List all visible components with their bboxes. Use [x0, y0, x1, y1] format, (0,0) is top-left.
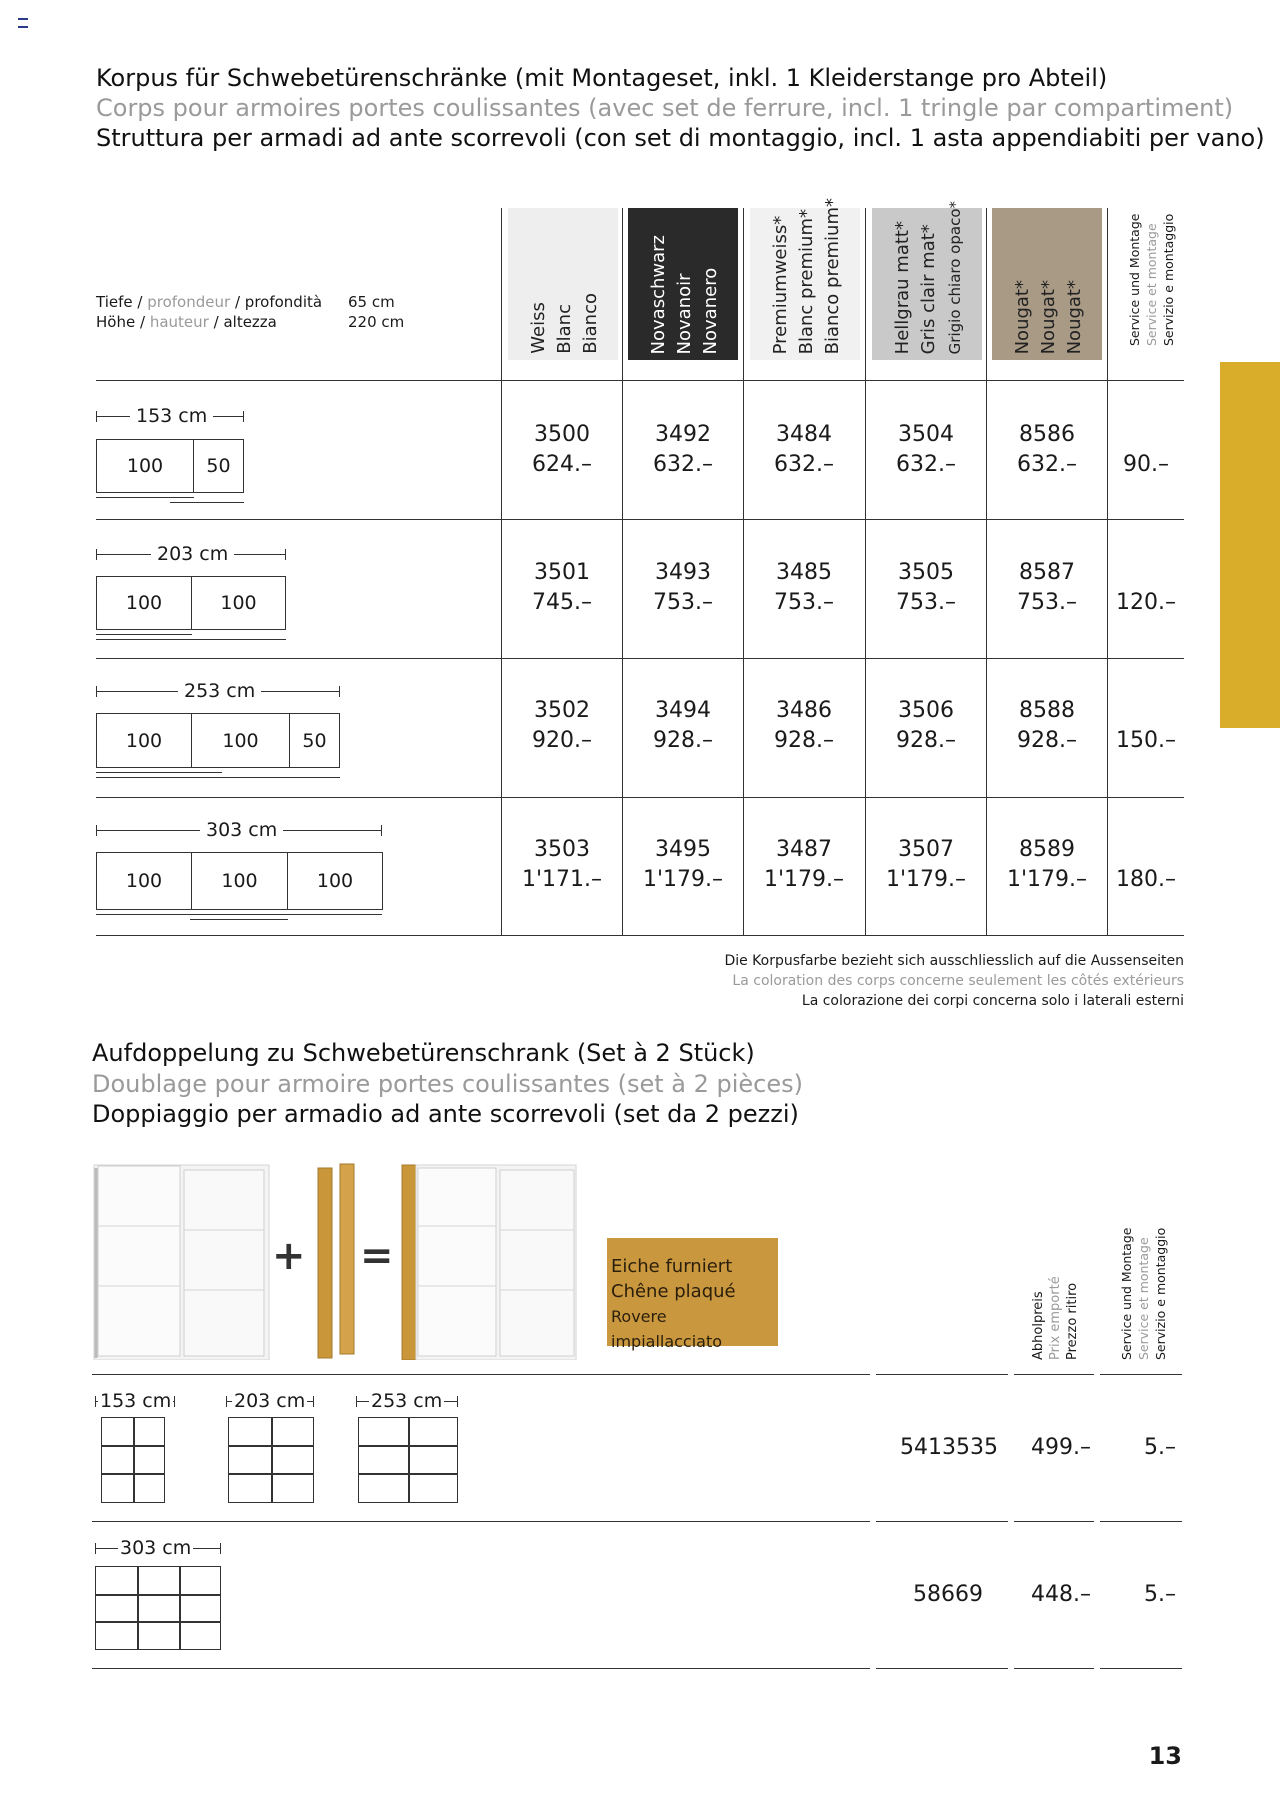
price-cell: 8587 753.– [1017, 560, 1077, 615]
table-divider [743, 208, 744, 936]
rail-line [170, 502, 244, 503]
rail-line [96, 634, 192, 635]
price-cell: 3504 632.– [896, 422, 956, 477]
compartment-box: 100 [96, 713, 192, 768]
width-label: 203 cm [234, 1390, 306, 1412]
table-line [1100, 1521, 1182, 1522]
section2-title-it: Doppiaggio per armadio ad ante scorrevoli (set da 2 pezzi) [92, 1100, 799, 1128]
table-line [876, 1374, 1008, 1375]
note-de: Die Korpusfarbe bezieht sich ausschliesslich auf die Aussenseiten [724, 953, 1184, 969]
section2-title-fr: Doublage pour armoire portes coulissantes (set à 2 pièces) [92, 1070, 804, 1098]
width-label: 153 cm [100, 1390, 172, 1412]
swatch-premiumweiss: Premiumweiss* Blanc premium* Bianco premium* [750, 208, 860, 360]
swatch-weiss: Weiss Blanc Bianco [508, 208, 618, 360]
table-divider [1107, 208, 1108, 936]
article-number: 58669 [913, 1582, 983, 1607]
table-line [92, 1668, 870, 1669]
rail-line [96, 914, 382, 915]
table-line [96, 658, 1184, 659]
price-cell: 8586 632.– [1017, 422, 1077, 477]
rail-line [96, 777, 340, 778]
page-number: 13 [1148, 1742, 1182, 1770]
swatch-nougat: Nougat* Nougat* Nougat* [992, 208, 1102, 360]
service-price: 5.– [1144, 1582, 1176, 1607]
row-width-label: 253 cm [178, 680, 261, 702]
panel-grid [358, 1417, 458, 1503]
price-cell: 3506 928.– [896, 698, 956, 753]
table-line [92, 1521, 870, 1522]
table-line [92, 1374, 870, 1375]
table-divider [622, 208, 623, 936]
rail-line [96, 639, 286, 640]
swatch-novaschwarz: Novaschwarz Novanoir Novanero [628, 208, 738, 360]
compartment-box: 50 [193, 439, 244, 493]
price-cell: 3505 753.– [896, 560, 956, 615]
compartment-box: 100 [191, 576, 286, 630]
pickup-price: 499.– [1031, 1435, 1091, 1460]
rail-line [190, 919, 288, 920]
panel-grid [95, 1566, 221, 1650]
table-line [1014, 1374, 1094, 1375]
compartment-box: 100 [96, 852, 192, 910]
table-line [1100, 1668, 1182, 1669]
note-it: La colorazione dei corpi concerna solo i laterali esterni [801, 993, 1184, 1009]
table-line [876, 1668, 1008, 1669]
price-header: Abholpreis Prix emporté Prezzo ritiro [1031, 1276, 1080, 1360]
price-cell: 3502 920.– [532, 698, 592, 753]
pickup-price: 448.– [1031, 1582, 1091, 1607]
price-cell: 3492 632.– [653, 422, 713, 477]
width-label: 303 cm [120, 1537, 192, 1559]
price-cell: 3486 928.– [774, 698, 834, 753]
compartment-box: 100 [96, 576, 192, 630]
table-divider [865, 208, 866, 936]
section1-title-de: Korpus für Schwebetürenschränke (mit Montageset, inkl. 1 Kleiderstange pro Abteil) [96, 64, 1108, 92]
service-header-2: Service und Montage Service et montage Servizio e montaggio [1119, 1227, 1168, 1360]
compartment-box: 100 [191, 852, 288, 910]
price-cell: 3500 624.– [532, 422, 592, 477]
service-price: 150.– [1116, 728, 1176, 753]
panel-grid [228, 1417, 314, 1503]
price-cell: 3487 1'179.– [763, 837, 845, 892]
table-line [96, 380, 1184, 381]
menu-icon[interactable] [18, 18, 28, 28]
compartment-box: 100 [287, 852, 383, 910]
plus-sign: + [272, 1233, 306, 1279]
depth-label: Tiefe / profondeur / profondità [96, 293, 323, 311]
table-divider [501, 208, 502, 936]
price-cell: 3507 1'179.– [885, 837, 967, 892]
chapter-tab [1220, 362, 1280, 728]
width-label: 253 cm [371, 1390, 443, 1412]
price-cell: 3485 753.– [774, 560, 834, 615]
price-cell: 3494 928.– [653, 698, 713, 753]
service-price: 5.– [1144, 1435, 1176, 1460]
row-width-label: 303 cm [200, 819, 283, 841]
service-price: 180.– [1116, 867, 1176, 892]
price-cell: 3493 753.– [653, 560, 713, 615]
price-cell: 8589 1'179.– [1006, 837, 1088, 892]
equals-sign: = [360, 1233, 394, 1279]
price-cell: 3501 745.– [532, 560, 592, 615]
oak-finish-swatch: Eiche furniert Chêne plaqué Rovere impiallacciato [607, 1238, 778, 1346]
price-cell: 8588 928.– [1017, 698, 1077, 753]
service-price: 90.– [1123, 452, 1169, 477]
rail-line [96, 772, 222, 773]
price-cell: 3503 1'171.– [521, 837, 603, 892]
row-width-label: 153 cm [130, 405, 213, 427]
price-cell: 3495 1'179.– [642, 837, 724, 892]
table-line [1014, 1521, 1094, 1522]
compartment-box: 100 [191, 713, 290, 768]
price-cell: 3484 632.– [774, 422, 834, 477]
depth-value: 65 cm [348, 293, 395, 311]
service-header-1: Service und Montage Service et montage Servizio e montaggio [1127, 213, 1176, 346]
table-line [1100, 1374, 1182, 1375]
article-number: 5413535 [900, 1435, 998, 1460]
compartment-box: 50 [289, 713, 340, 768]
table-line [96, 797, 1184, 798]
table-line [96, 935, 1184, 936]
section1-title-it: Struttura per armadi ad ante scorrevoli (con set di montaggio, incl. 1 asta appendiabiti per vano) [96, 124, 1265, 152]
panel-grid [101, 1417, 165, 1503]
section2-title-de: Aufdoppelung zu Schwebetürenschrank (Set à 2 Stück) [92, 1039, 755, 1067]
service-price: 120.– [1116, 590, 1176, 615]
row-width-label: 203 cm [151, 543, 234, 565]
height-value: 220 cm [348, 313, 405, 331]
table-line [876, 1521, 1008, 1522]
section1-title-fr: Corps pour armoires portes coulissantes (avec set de ferrure, incl. 1 tringle par compartiment) [96, 94, 1234, 122]
compartment-box: 100 [96, 439, 194, 493]
rail-line [96, 497, 194, 498]
table-line [1014, 1668, 1094, 1669]
swatch-hellgrau: Hellgrau matt* Gris clair mat* Grigio chiaro opaco* [872, 208, 982, 360]
note-fr: La coloration des corps concerne seulement les côtés extérieurs [732, 973, 1184, 989]
table-line [96, 519, 1184, 520]
table-divider [986, 208, 987, 936]
height-label: Höhe / hauteur / altezza [96, 313, 277, 331]
